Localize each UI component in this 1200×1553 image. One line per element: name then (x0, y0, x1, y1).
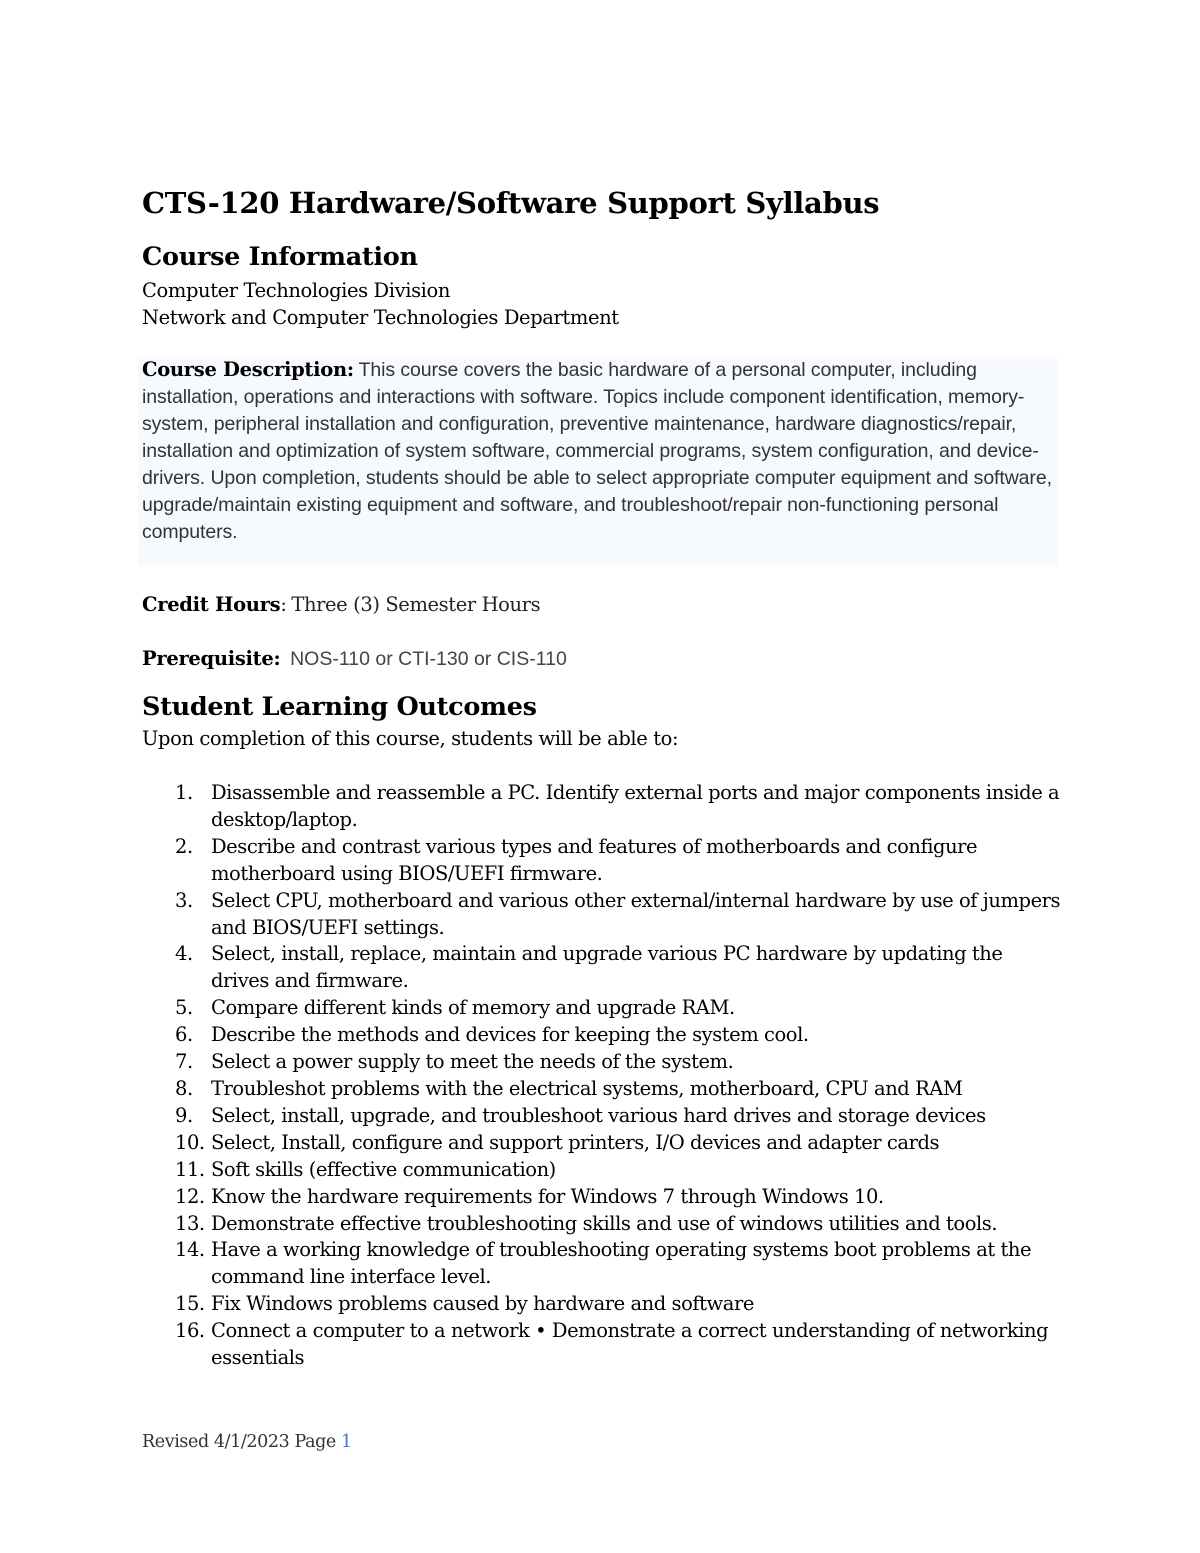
outcome-text: Demonstrate effective troubleshooting skills and use of windows utilities and tools. (211, 1211, 998, 1235)
course-description-label: Course Description: (142, 358, 354, 381)
outcome-number: 13. (175, 1211, 205, 1235)
outcome-text: Troubleshot problems with the electrical systems, motherboard, CPU and RAM (211, 1076, 963, 1100)
outcome-item (142, 780, 1062, 834)
outcome-item (142, 1184, 1062, 1211)
outcome-text: Select, Install, configure and support printers, I/O devices and adapter cards (211, 1130, 940, 1154)
outcome-item (142, 888, 1062, 942)
outcome-item (142, 1076, 1062, 1103)
learning-outcomes-heading: Student Learning Outcomes (142, 692, 537, 722)
page-footer (142, 1432, 352, 1452)
outcome-number: 7. (175, 1050, 193, 1074)
course-description (142, 357, 1057, 546)
outcome-text: Select a power supply to meet the needs of the system. (211, 1050, 734, 1074)
credit-hours-value: Three (3) Semester Hours (291, 593, 541, 616)
outcome-text: Describe and contrast various types and features of motherboards and configure motherboard using BIOS/UEFI firmware. (211, 834, 978, 885)
prerequisite-value: NOS-110 or CTI-130 or CIS-110 (290, 648, 567, 670)
outcome-item (142, 941, 1062, 995)
outcome-item (142, 1157, 1062, 1184)
outcome-item (142, 1291, 1062, 1318)
outcome-text: Disassemble and reassemble a PC. Identify external ports and major components inside a desktop/laptop. (211, 781, 1060, 831)
outcome-number: 11. (175, 1157, 205, 1181)
footer-revised-text: Revised 4/1/2023 Page (142, 1432, 342, 1452)
outcome-number: 16. (175, 1319, 205, 1343)
division-line: Computer Technologies Division (142, 279, 451, 302)
outcome-item (142, 1130, 1062, 1157)
outcome-number: 8. (175, 1076, 193, 1100)
outcome-number: 1. (175, 781, 193, 804)
outcome-text: Fix Windows problems caused by hardware and software (211, 1292, 754, 1316)
prerequisite-label: Prerequisite: (142, 647, 281, 670)
outcome-item (142, 1022, 1062, 1049)
outcome-number: 2. (175, 834, 193, 858)
outcome-text: Select, install, replace, maintain and upgrade various PC hardware by updating the drives and firmware. (211, 942, 1003, 993)
course-description-text: This course covers the basic hardware of a personal computer, including installation, operations and interactions with software. Topics include component identification, memory-system, peripheral installation and configuration, preventive maintenance, hardware diagnostics/repair, installation and optimization of system software, commercial programs, system configuration, and device-drivers. Upon completion, students should be able to select appropriate computer equipment and software, upgrade/maintain existing equipment and software, and troubleshoot/repair non-functioning personal computers. (142, 359, 1052, 543)
credit-hours (142, 593, 540, 617)
outcome-item (142, 1049, 1062, 1076)
outcome-number: 5. (175, 996, 193, 1020)
outcome-text: Soft skills (effective communication) (211, 1157, 556, 1181)
credit-hours-colon: : (280, 593, 287, 616)
credit-hours-label: Credit Hours (142, 593, 281, 616)
outcome-number: 10. (175, 1130, 205, 1154)
outcome-item (142, 1103, 1062, 1130)
course-information-block (142, 277, 619, 331)
outcome-text: Describe the methods and devices for keeping the system cool. (211, 1023, 809, 1047)
outcome-text: Know the hardware requirements for Windows 7 through Windows 10. (211, 1184, 884, 1208)
outcome-number: 6. (175, 1023, 193, 1047)
outcome-item (142, 1318, 1062, 1372)
outcome-number: 15. (175, 1292, 205, 1316)
outcome-text: Compare different kinds of memory and upgrade RAM. (211, 996, 735, 1020)
learning-outcomes-intro: Upon completion of this course, students will be able to: (142, 727, 679, 750)
outcome-text: Have a working knowledge of troubleshooting operating systems boot problems at the command line interface level. (211, 1238, 1032, 1289)
prerequisite (142, 647, 567, 671)
outcome-number: 12. (175, 1184, 205, 1208)
outcome-number: 14. (175, 1238, 205, 1262)
outcome-item (142, 995, 1062, 1022)
outcome-item (142, 834, 1062, 888)
course-information-heading: Course Information (142, 242, 418, 272)
document-title: CTS-120 Hardware/Software Support Syllabus (142, 186, 880, 220)
footer-page-number: 1 (341, 1432, 352, 1452)
outcome-text: Select, install, upgrade, and troubleshoot various hard drives and storage devices (211, 1103, 986, 1127)
department-line: Network and Computer Technologies Department (142, 306, 619, 329)
outcome-number: 3. (175, 888, 193, 912)
learning-outcomes-list (142, 780, 1062, 1372)
outcome-number: 4. (175, 942, 193, 966)
outcome-text: Select CPU, motherboard and various other external/internal hardware by use of jumpers and BIOS/UEFI settings. (211, 888, 1061, 939)
outcome-text: Connect a computer to a network • Demonstrate a correct understanding of networking essentials (211, 1319, 1049, 1370)
outcome-item (142, 1211, 1062, 1238)
outcome-item (142, 1237, 1062, 1291)
outcome-number: 9. (175, 1103, 193, 1127)
